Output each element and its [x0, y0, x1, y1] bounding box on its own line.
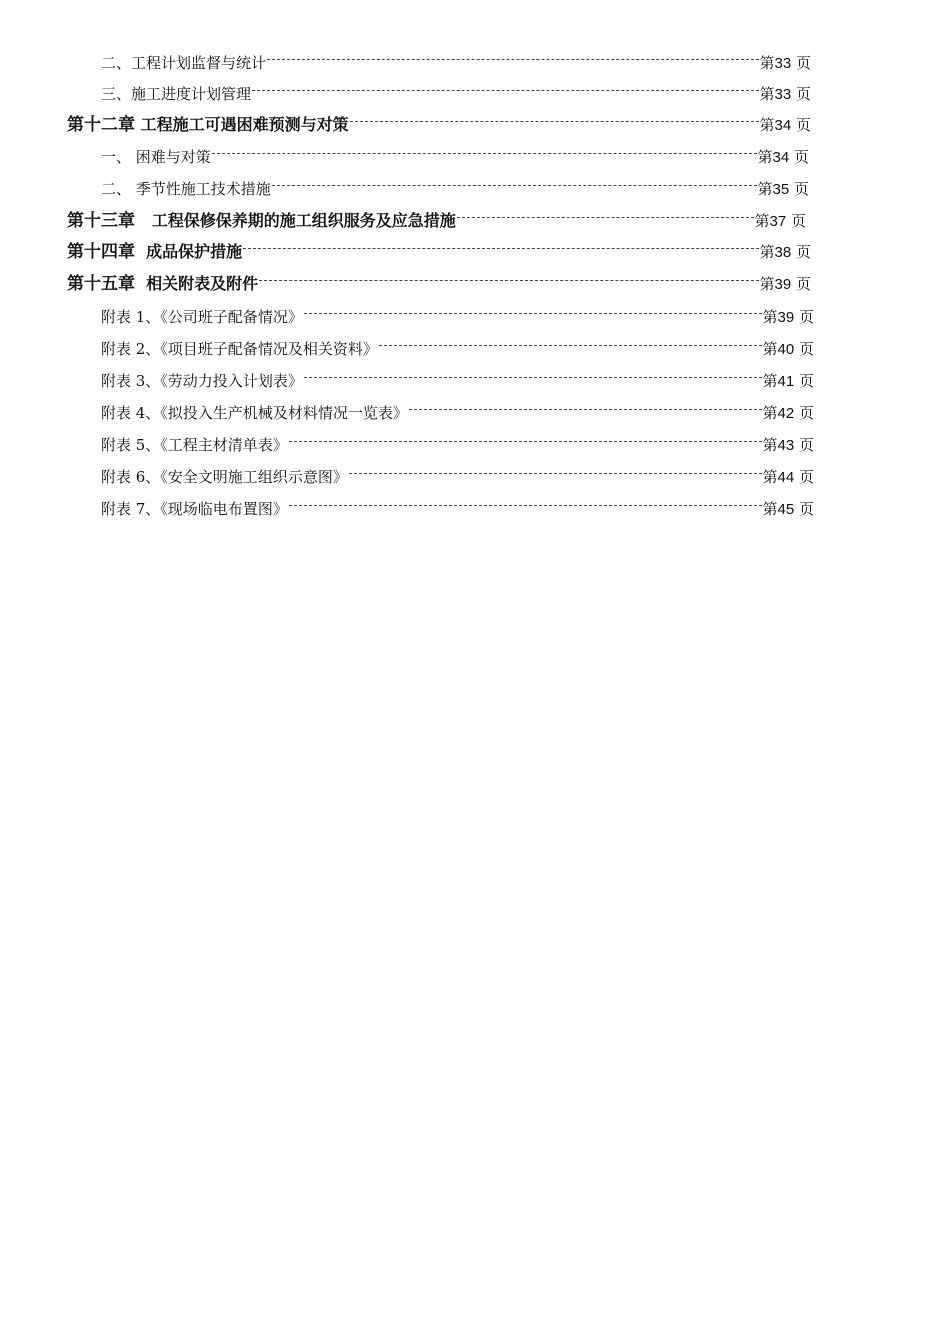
toc-leader-dots — [349, 458, 762, 482]
toc-entry[interactable] — [101, 75, 811, 103]
toc-entry[interactable] — [101, 138, 809, 166]
toc-leader-dots — [350, 106, 759, 130]
toc-entry-label: 附表 2、《项目班子配备情况及相关资料》 — [101, 340, 378, 358]
toc-page-ref: 第33 页 — [759, 54, 811, 72]
toc-leader-dots — [379, 330, 762, 354]
toc-page-ref: 第42 页 — [762, 404, 814, 422]
toc-page-ref: 第41 页 — [762, 372, 814, 390]
chapter-number: 第十四章 — [67, 242, 135, 262]
toc-appendix-entry[interactable] — [101, 490, 814, 518]
toc-page-ref: 第34 页 — [757, 148, 809, 166]
toc-page-ref: 第37 页 — [754, 212, 806, 230]
toc-appendix-entry[interactable] — [101, 330, 814, 358]
chapter-title: 工程保修保养期的施工组织服务及应急措施 — [151, 211, 456, 230]
toc-page-ref: 第43 页 — [762, 436, 814, 454]
toc-leader-dots — [243, 233, 758, 257]
toc-entry-label: 附表 5、《工程主材清单表》 — [101, 436, 288, 454]
toc-chapter-entry[interactable] — [67, 202, 806, 231]
chapter-number: 第十五章 — [67, 274, 135, 294]
toc-page-ref: 第34 页 — [759, 116, 811, 134]
toc-page-ref: 第39 页 — [762, 308, 814, 326]
toc-leader-dots — [272, 170, 757, 194]
toc-entry-label: 附表 1、《公司班子配备情况》 — [101, 308, 303, 326]
toc-page-ref: 第40 页 — [762, 340, 814, 358]
toc-page-ref: 第45 页 — [762, 500, 814, 518]
toc-chapter-label — [67, 113, 349, 137]
chapter-number: 第十二章 — [67, 115, 135, 135]
toc-chapter-label — [67, 240, 242, 264]
toc-leader-dots — [267, 44, 758, 68]
toc-entry-label: 附表 7、《现场临电布置图》 — [101, 500, 288, 518]
toc-leader-dots — [304, 362, 762, 386]
toc-leader-dots — [457, 202, 754, 226]
chapter-number: 第十三章 — [67, 211, 135, 231]
toc-entry-label: 附表 6、《安全文明施工组织示意图》 — [101, 468, 348, 486]
toc-leader-dots — [289, 490, 762, 514]
toc-leader-dots — [259, 265, 758, 289]
chapter-title: 相关附表及附件 — [146, 274, 259, 293]
toc-page-ref: 第33 页 — [759, 85, 811, 103]
toc-entry[interactable] — [101, 44, 811, 72]
toc-chapter-entry[interactable] — [67, 106, 811, 135]
toc-page-ref: 第39 页 — [759, 275, 811, 293]
toc-entry-label: 二、工程计划监督与统计 — [101, 54, 267, 72]
toc-entry-label: 附表 4、《拟投入生产机械及材料情况一览表》 — [101, 404, 408, 422]
toc-appendix-entry[interactable] — [101, 426, 814, 454]
toc-page-ref: 第35 页 — [757, 180, 809, 198]
chapter-title: 成品保护措施 — [146, 242, 243, 261]
toc-chapter-label — [67, 272, 258, 296]
toc-appendix-entry[interactable] — [101, 298, 814, 326]
chapter-title: 工程施工可遇困难预测与对策 — [140, 115, 349, 134]
toc-appendix-entry[interactable] — [101, 458, 814, 486]
toc-chapter-entry[interactable] — [67, 233, 811, 262]
toc-chapter-label — [67, 209, 456, 233]
toc-page-ref: 第38 页 — [759, 243, 811, 261]
toc-entry-label: 附表 3、《劳动力投入计划表》 — [101, 372, 303, 390]
toc-entry-label: 三、施工进度计划管理 — [101, 85, 252, 103]
toc-leader-dots — [252, 75, 758, 99]
toc-leader-dots — [304, 298, 762, 322]
toc-chapter-entry[interactable] — [67, 265, 811, 294]
toc-appendix-entry[interactable] — [101, 362, 814, 390]
toc-leader-dots — [289, 426, 762, 450]
toc-appendix-entry[interactable] — [101, 394, 814, 422]
toc-leader-dots — [409, 394, 762, 418]
toc-leader-dots — [212, 138, 757, 162]
toc-entry-label: 一、 困难与对策 — [101, 148, 211, 166]
toc-entry-label: 二、 季节性施工技术措施 — [101, 180, 271, 198]
toc-page-ref: 第44 页 — [762, 468, 814, 486]
toc-entry[interactable] — [101, 170, 809, 198]
